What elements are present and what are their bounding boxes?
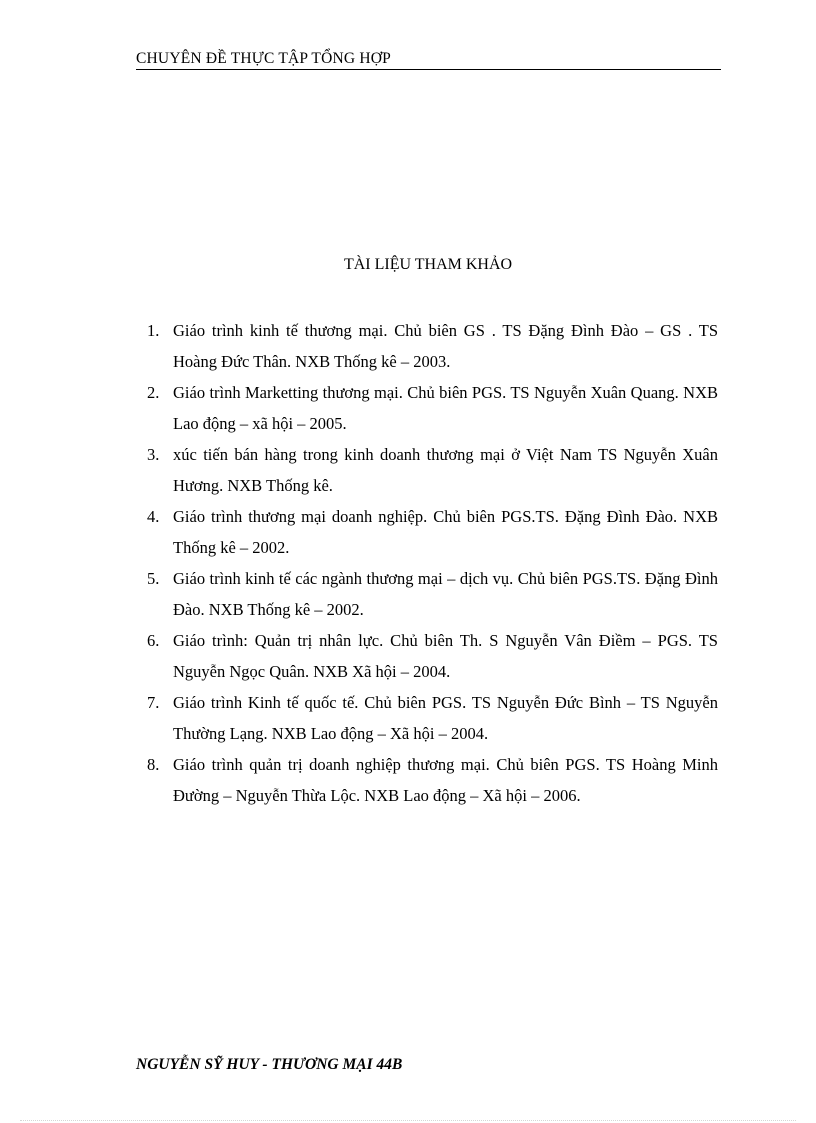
reference-text: Giáo trình kinh tế thương mại. Chủ biên GS . TS Đặng Đình Đào – GS . TS Hoàng Đức Thân. NXB Thống kê – 2003. (173, 321, 718, 371)
reference-text: Giáo trình Kinh tế quốc tế. Chủ biên PGS. TS Nguyễn Đức Bình – TS Nguyễn Thường Lạng. NXB Lao động – Xã hội – 2004. (173, 693, 718, 743)
reference-number: 6. (147, 631, 160, 650)
reference-number: 5. (147, 569, 160, 588)
reference-item (140, 563, 718, 625)
page-footer: NGUYỄN SỸ HUY - THƯƠNG MẠI 44B (136, 1056, 403, 1073)
reference-item (140, 439, 718, 501)
reference-number: 4. (147, 507, 160, 526)
reference-text: Giáo trình thương mại doanh nghiệp. Chủ biên PGS.TS. Đặng Đình Đào. NXB Thống kê – 2002. (173, 507, 718, 557)
reference-text: xúc tiến bán hàng trong kinh doanh thương mại ở Việt Nam TS Nguyễn Xuân Hương. NXB Thống kê. (173, 445, 718, 495)
page-edge-divider (20, 1120, 796, 1121)
reference-number: 7. (147, 693, 160, 712)
reference-number: 2. (147, 383, 160, 402)
reference-text: Giáo trình kinh tế các ngành thương mại – dịch vụ. Chủ biên PGS.TS. Đặng Đình Đào. NXB Thống kê – 2002. (173, 569, 718, 619)
reference-text: Giáo trình Marketting thương mại. Chủ biên PGS. TS Nguyễn Xuân Quang. NXB Lao động – xã hội – 2005. (173, 383, 718, 433)
reference-item (140, 749, 718, 811)
page-header: CHUYÊN ĐỀ THỰC TẬP TỔNG HỢP (136, 49, 721, 70)
reference-item (140, 501, 718, 563)
reference-item (140, 625, 718, 687)
reference-number: 1. (147, 321, 160, 340)
reference-text: Giáo trình: Quản trị nhân lực. Chủ biên Th. S Nguyễn Vân Điềm – PGS. TS Nguyễn Ngọc Quân. NXB Xã hội – 2004. (173, 631, 718, 681)
reference-item (140, 687, 718, 749)
page-title: TÀI LIỆU THAM KHẢO (343, 256, 513, 273)
reference-item (140, 377, 718, 439)
reference-item (140, 315, 718, 377)
reference-number: 8. (147, 755, 160, 774)
reference-list (140, 315, 718, 811)
reference-number: 3. (147, 445, 160, 464)
reference-text: Giáo trình quản trị doanh nghiệp thương mại. Chủ biên PGS. TS Hoàng Minh Đường – Nguyễn Thừa Lộc. NXB Lao động – Xã hội – 2006. (173, 755, 718, 805)
